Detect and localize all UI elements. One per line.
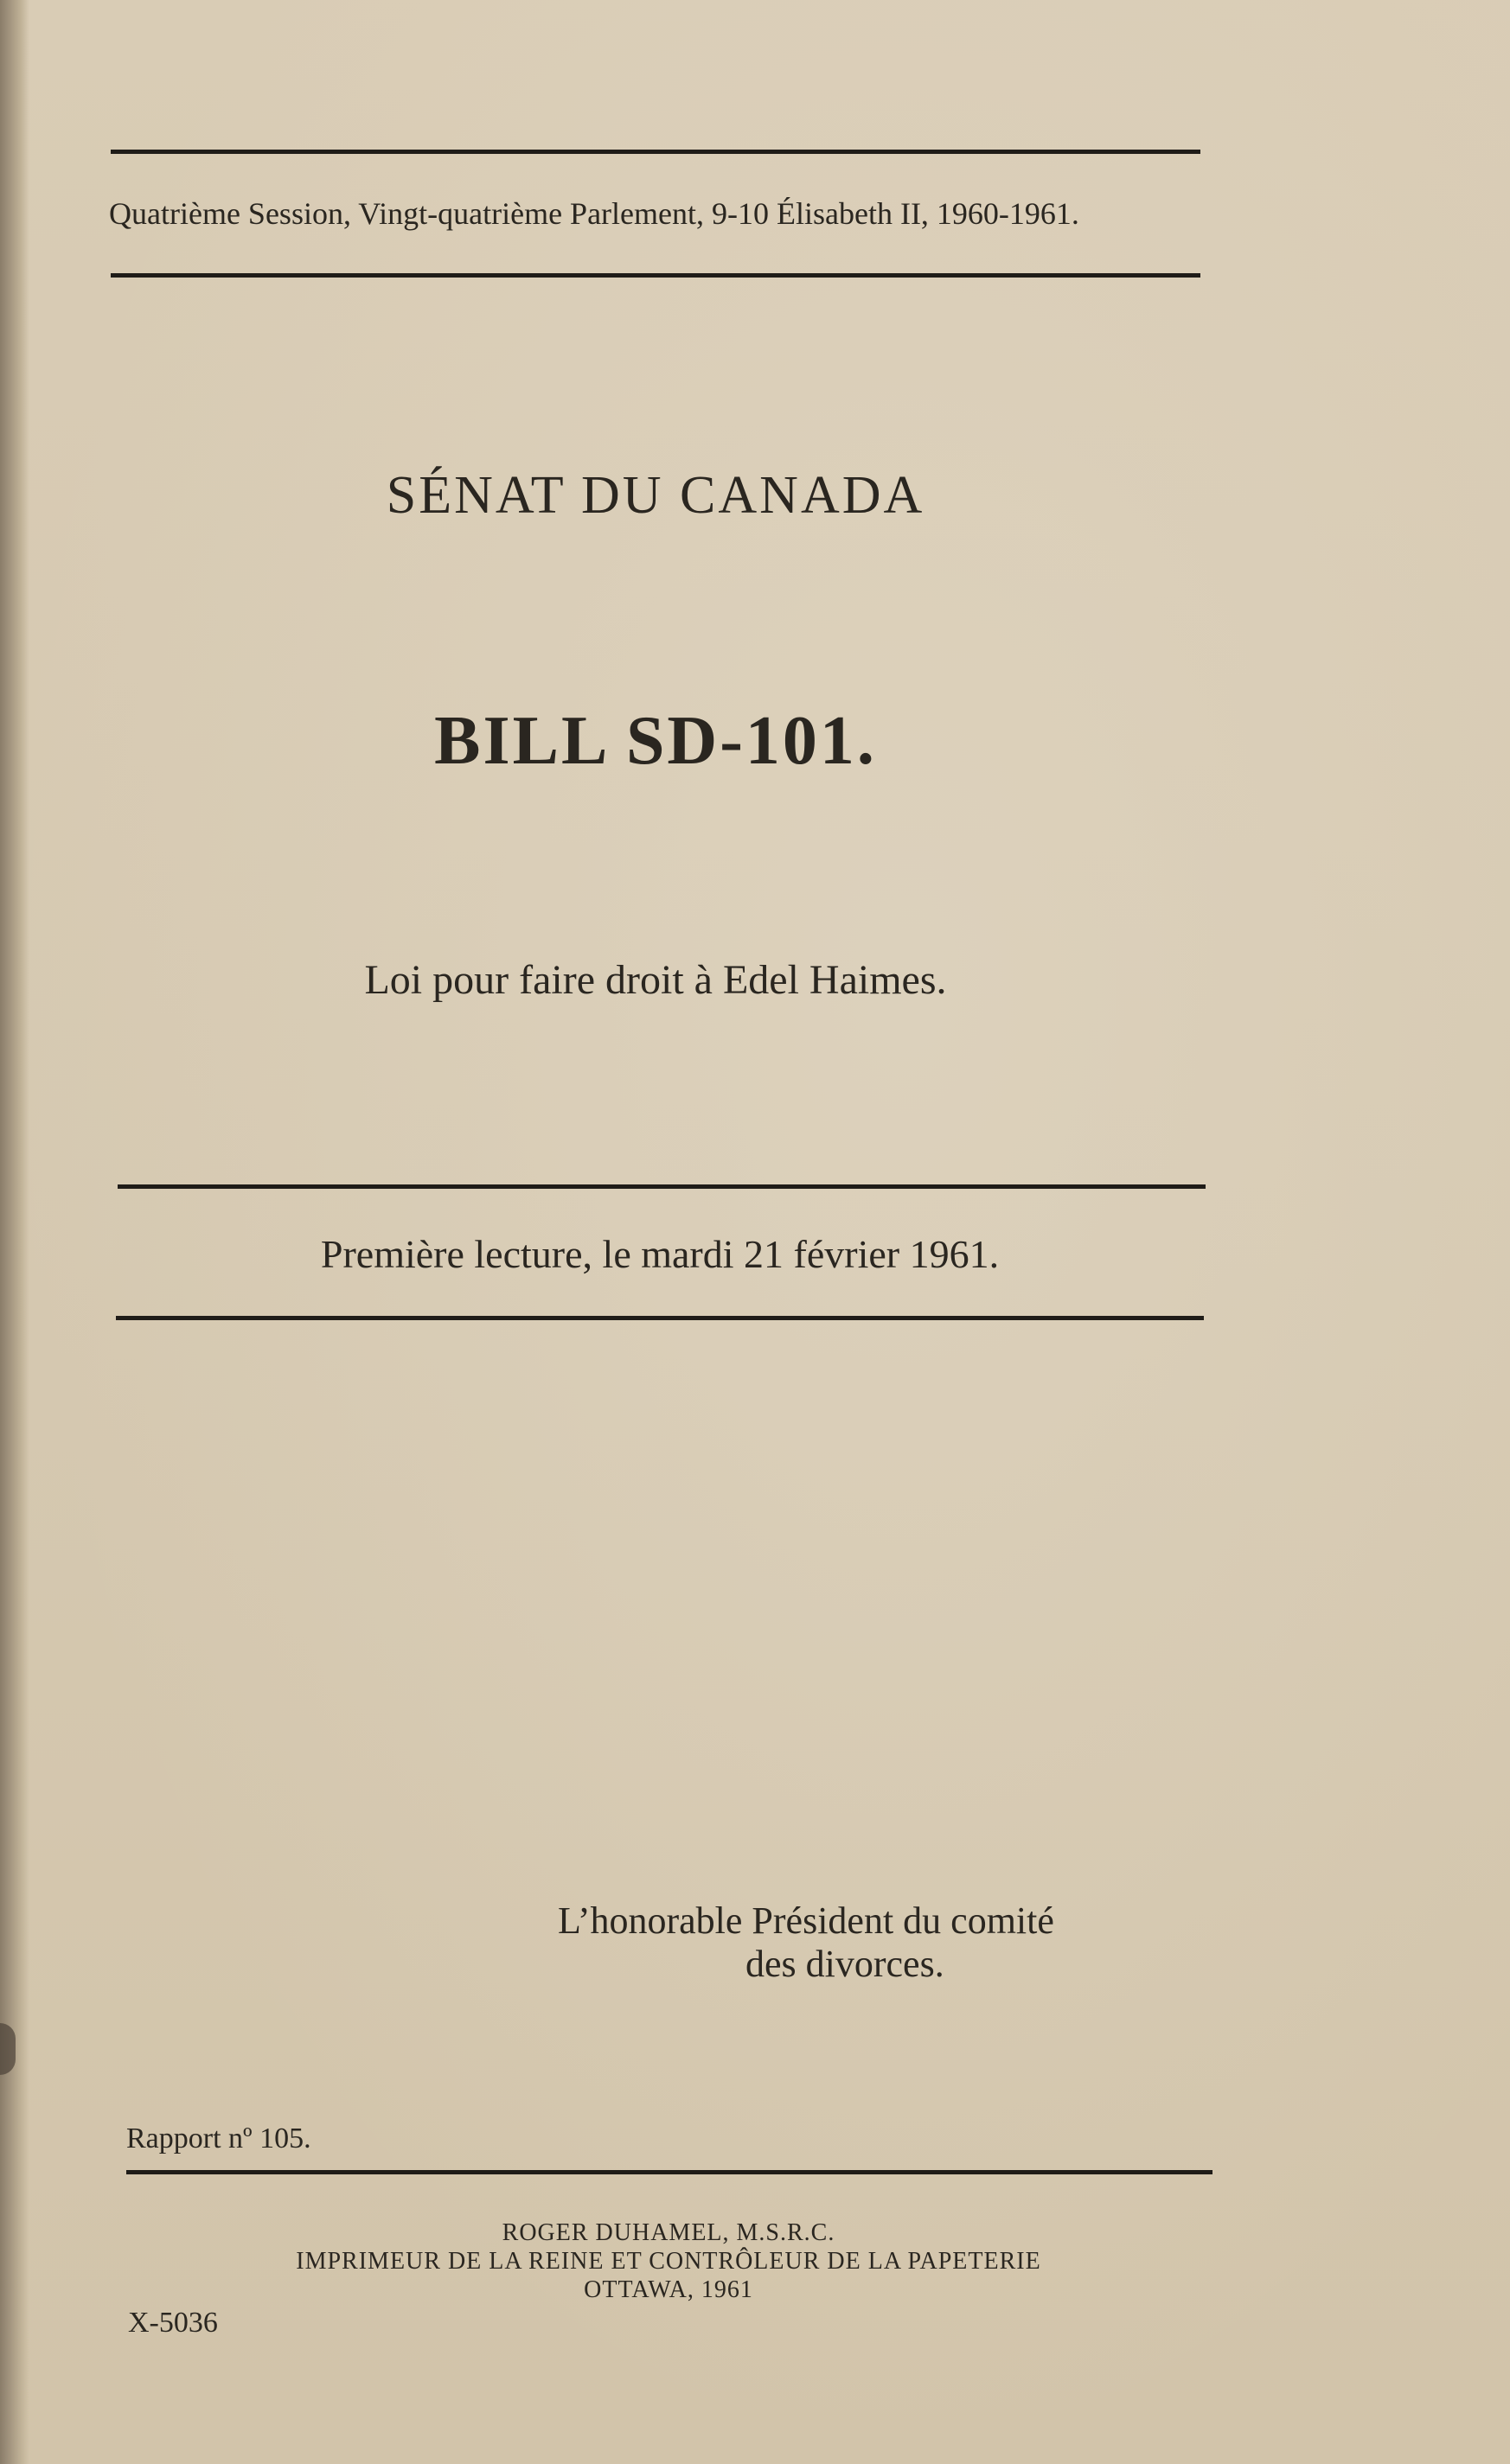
reading-rule-upper	[118, 1184, 1206, 1189]
binding-hole-mark	[0, 2023, 16, 2075]
report-number: Rapport nº 105.	[126, 2122, 311, 2154]
footer-rule	[126, 2170, 1212, 2174]
sponsor-line-2: des divorces.	[745, 1943, 944, 1985]
document-number: X-5036	[128, 2307, 218, 2339]
session-line: Quatrième Session, Vingt-quatrième Parlement, 9-10 Élisabeth II, 1960-1961.	[109, 196, 1079, 231]
bill-subject: Loi pour faire droit à Edel Haimes.	[364, 957, 947, 1003]
reading-rule-lower	[116, 1316, 1204, 1320]
printer-place: OTTAWA, 1961	[584, 2276, 753, 2303]
bill-title: BILL SD-101.	[434, 703, 877, 779]
top-rule-upper	[111, 150, 1200, 154]
chamber-heading: SÉNAT DU CANADA	[386, 466, 925, 525]
sponsor-line-1: L’honorable Président du comité	[558, 1899, 1054, 1942]
first-reading-line: Première lecture, le mardi 21 février 1961.	[320, 1232, 1000, 1276]
printer-name: ROGER DUHAMEL, M.S.R.C.	[502, 2219, 835, 2246]
printer-title: IMPRIMEUR DE LA REINE ET CONTRÔLEUR DE LA PAPETERIE	[296, 2248, 1041, 2275]
top-rule-lower	[111, 273, 1200, 278]
